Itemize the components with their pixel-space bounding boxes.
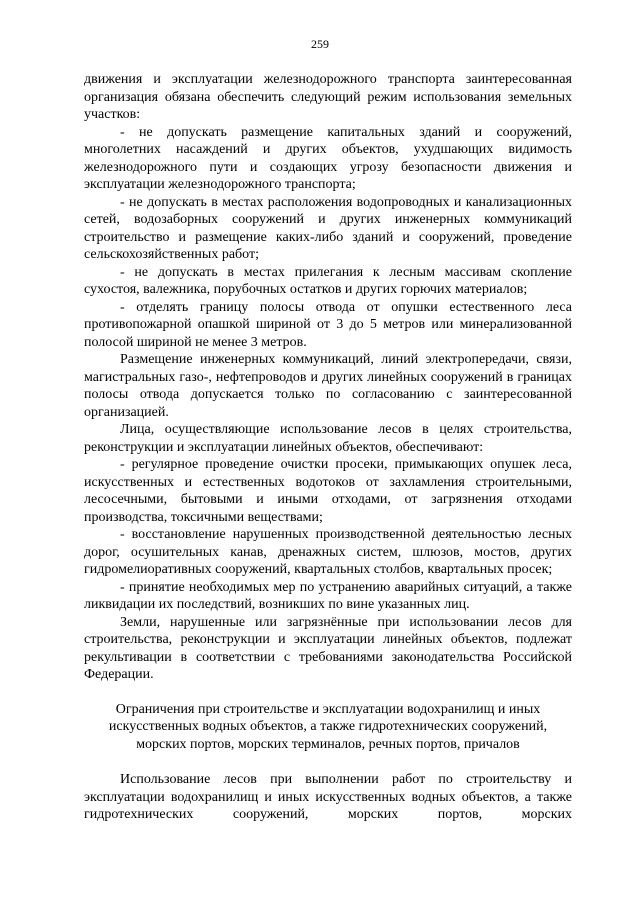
section-heading-line: Ограничения при строительстве и эксплуатации водохранилищ и иных bbox=[115, 701, 541, 717]
section-heading bbox=[84, 701, 572, 754]
list-item-no-construction-near-networks: - не допускать в местах расположения водопроводных и канализационных сетей, водозаборных сооружений и других инженерных коммуникаций строительство и размещение каких-либо зданий и сооружений, проведение сельскохозяйственных работ; bbox=[84, 194, 572, 262]
page-number: 259 bbox=[311, 37, 329, 51]
list-item-no-capital-buildings: - не допускать размещение капитальных зданий и сооружений, многолетних насаждений и других объектов, ухудшающих видимость железнодорожного пути и создающих угрозу безопасности движения и эксплуатации железнодорожного транспорта; bbox=[84, 124, 572, 192]
paragraph-reservoir-forest-use: Использование лесов при выполнении работ по строительству и эксплуатации водохранилищ и иных искусственных водных объектов, а также гидротехнических сооружений, морских портов, морских bbox=[84, 772, 572, 822]
paragraph-utilities-placement: Размещение инженерных коммуникаций, линий электропередачи, связи, магистральных газо-, нефтепроводов и других линейных сооружений в границах полосы отвода допускается только по согласованию с заинтересованной организацией. bbox=[84, 352, 572, 420]
paragraph-forest-users-obligations: Лица, осуществляющие использование лесов в целях строительства, реконструкции и эксплуатации линейных объектов, обеспечивают: bbox=[84, 422, 572, 455]
list-item-no-flammable-accumulation: - не допускать в местах прилегания к лесным массивам скопление сухостоя, валежника, порубочных остатков и других горючих материалов; bbox=[84, 264, 572, 297]
list-item-restoration: - восстановление нарушенных производственной деятельностью лесных дорог, осушительных канав, дренажных систем, шлюзов, мостов, других гидромелиоративных сооружений, квартальных столбов, квартальных просек; bbox=[84, 527, 572, 577]
paragraph-continuation: движения и эксплуатации железнодорожного транспорта заинтересованная организация обязана обеспечить следующий режим использования земельных участков: bbox=[84, 72, 572, 122]
list-item-emergency-measures: - принятие необходимых мер по устранению аварийных ситуаций, а также ликвидации их последствий, возникших по вине указанных лиц. bbox=[84, 579, 572, 612]
section-heading-line: искусственных водных объектов, а также гидротехнических сооружений, bbox=[108, 719, 548, 734]
list-item-clearing-cleanup: - регулярное проведение очистки просеки, примыкающих опушек леса, искусственных и естественных водотоков от захламления строительными, лесосечными, бытовыми и иными отходами, от загрязнения отходами производства, токсичными веществами; bbox=[84, 457, 572, 525]
list-item-firebreak-strip: - отделять границу полосы отвода от опушки естественного леса противопожарной опашкой шириной от 3 до 5 метров или минерализованной полосой шириной не менее 3 метров. bbox=[84, 299, 572, 350]
paragraph-land-recultivation: Земли, нарушенные или загрязнённые при использовании лесов для строительства, реконструкции и эксплуатации линейных объектов, подлежат рекультивации в соответствии с требованиями законодательства Российской Федерации. bbox=[84, 614, 572, 682]
document-body bbox=[84, 71, 572, 824]
section-heading-line: морских портов, морских терминалов, речных портов, причалов bbox=[136, 736, 520, 752]
